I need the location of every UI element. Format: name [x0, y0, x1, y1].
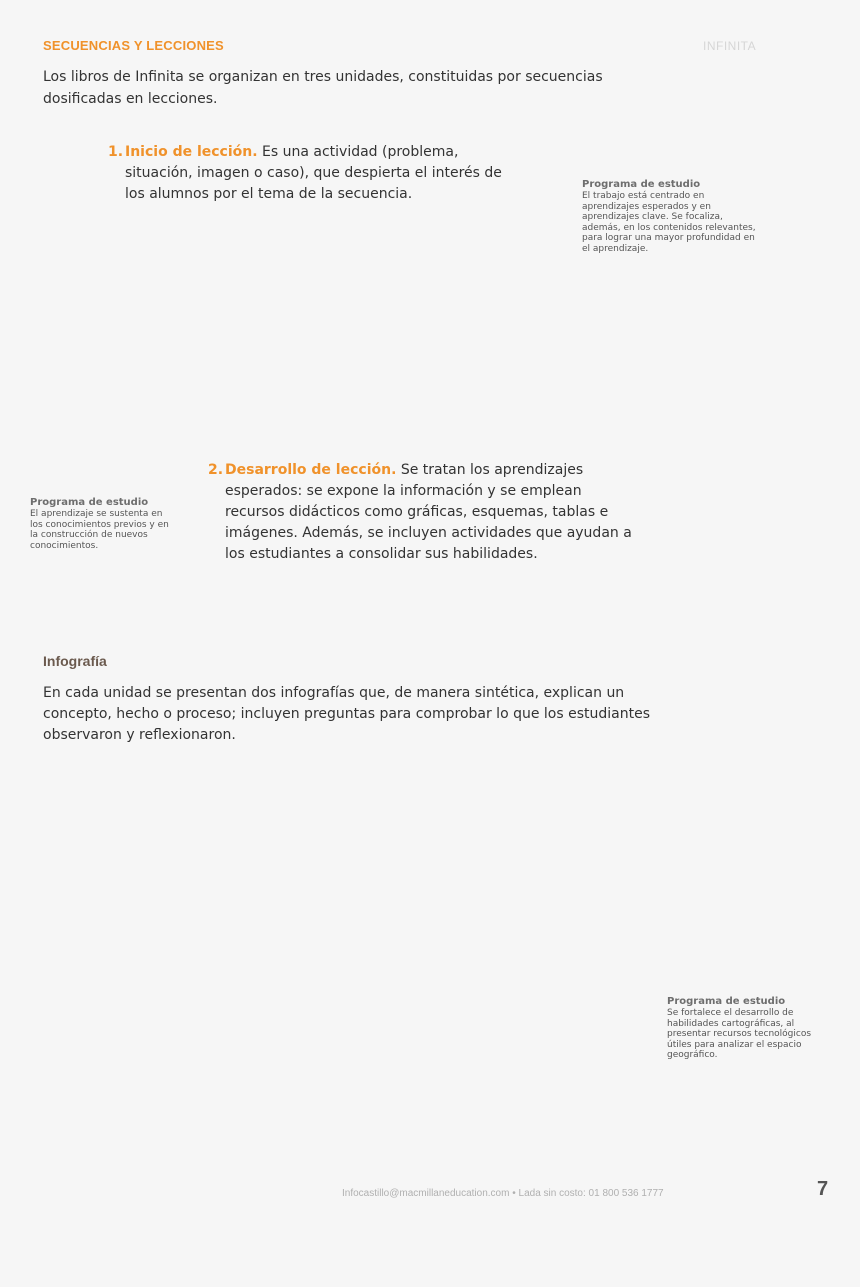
lesson-text: Es una actividad (problema, situación, imagen o caso), que despierta el interés de los alumnos por el tema de la secuencia. — [125, 144, 502, 202]
brand-label: INFINITA — [703, 39, 757, 53]
lesson-number: 1. — [108, 144, 124, 160]
sidebar-note — [582, 179, 762, 254]
note-title: Programa de estudio — [30, 497, 149, 508]
infografia-paragraph: En cada unidad se presentan dos infografías que, de manera sintética, explican un concepto, hecho o proceso; incluyen preguntas para comprobar lo que los estudiantes observaron y reflexionaron. — [43, 685, 650, 743]
lesson-item-inicio — [108, 142, 508, 205]
section-title: SECUENCIAS Y LECCIONES — [43, 38, 224, 53]
infografia-heading: Infografía — [43, 653, 107, 669]
sidebar-note — [667, 996, 817, 1061]
intro-paragraph: Los libros de Infinita se organizan en tres unidades, constituidas por secuencias dosificadas en lecciones. — [43, 69, 603, 107]
note-title: Programa de estudio — [667, 996, 786, 1007]
lesson-item-desarrollo — [208, 460, 638, 565]
note-text: Se fortalece el desarrollo de habilidades cartográficas, al presentar recursos tecnológicos útiles para analizar el espacio geográfico. — [667, 1008, 812, 1060]
page-number: 7 — [817, 1178, 829, 1200]
lesson-text: Se tratan los aprendizajes esperados: se expone la información y se emplean recursos didácticos como gráficas, esquemas, tablas e imágenes. Además, se incluyen actividades que ayudan a los estudiantes a consolidar sus habilidades. — [225, 462, 632, 562]
lesson-number: 2. — [208, 462, 224, 478]
lesson-heading: Desarrollo de lección. — [225, 462, 397, 478]
note-text: El aprendizaje se sustenta en los conocimientos previos y en la construcción de nuevos conocimientos. — [30, 509, 169, 551]
footer-contact: Infocastillo@macmillaneducation.com • Lada sin costo: 01 800 536 1777 — [342, 1188, 664, 1199]
sidebar-note — [30, 497, 170, 551]
lesson-heading: Inicio de lección. — [125, 144, 258, 160]
note-title: Programa de estudio — [582, 179, 701, 190]
note-text: El trabajo está centrado en aprendizajes esperados y en aprendizajes clave. Se focaliza, además, en los contenidos relevantes, para lograr una mayor profundidad en el aprendizaje. — [582, 191, 756, 254]
